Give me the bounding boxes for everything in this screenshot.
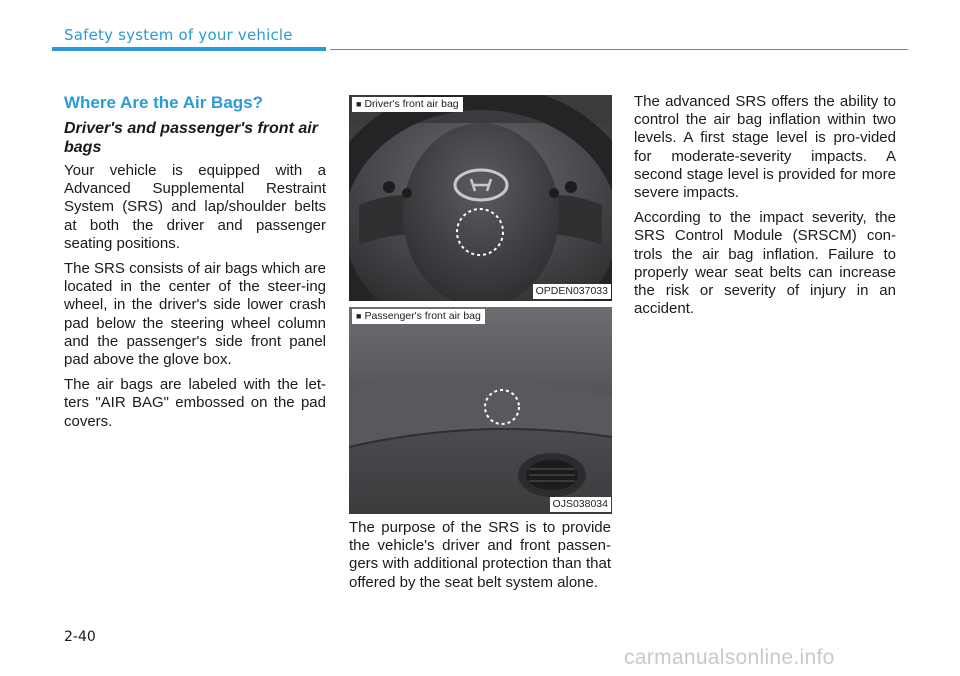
figure-label-text: Driver's front air bag	[364, 98, 459, 110]
header-rule-thin	[330, 49, 908, 50]
subheading: Driver's and passenger's front air bags	[64, 120, 318, 156]
watermark: carmanualsonline.info	[624, 646, 835, 669]
figure-code: OJS038034	[550, 497, 611, 512]
section-heading: Where Are the Air Bags?	[64, 93, 264, 112]
figure-label	[352, 309, 485, 324]
paragraph: The air bags are labeled with the let-ters "AIR BAG" embossed on the pad covers.	[64, 376, 326, 430]
driver-airbag-figure	[349, 95, 612, 301]
square-bullet-icon: ■	[356, 99, 362, 109]
paragraph: The advanced SRS offers the ability to control the air bag inflation within two levels. A first stage level is pro-vided for moderate-severity impacts. A second stage level is provided for more severe impacts.	[634, 93, 896, 202]
figure-code: OPDEN037033	[533, 284, 611, 299]
square-bullet-icon: ■	[356, 311, 362, 321]
column-2-text	[349, 519, 611, 599]
passenger-airbag-figure	[349, 307, 612, 514]
section-title: Safety system of your vehicle	[64, 26, 293, 44]
figure-label-text: Passenger's front air bag	[364, 310, 481, 322]
steering-wheel-illustration	[349, 95, 612, 301]
dashboard-illustration	[349, 307, 612, 514]
paragraph: The SRS consists of air bags which are located in the center of the steer-ing wheel, in the driver's side lower crash pad below the steering wheel column and the passenger's side front panel pad above the glove box.	[64, 260, 326, 369]
paragraph: Your vehicle is equipped with a Advanced Supplemental Restraint System (SRS) and lap/shoulder belts at both the driver and passenger seating positions.	[64, 162, 326, 252]
paragraph: According to the impact severity, the SRS Control Module (SRSCM) con-trols the air bag inflation. Failure to properly wear seat belts can increase the risk or severity of injury in an accident.	[634, 209, 896, 318]
page-number: 2-40	[64, 629, 96, 645]
column-3	[634, 93, 896, 325]
header-rule-thick	[52, 47, 326, 51]
figure-label	[352, 97, 463, 112]
paragraph: The purpose of the SRS is to provide the vehicle's driver and front passen-gers with additional protection than that offered by the seat belt system alone.	[349, 519, 611, 591]
column-1	[64, 93, 326, 438]
